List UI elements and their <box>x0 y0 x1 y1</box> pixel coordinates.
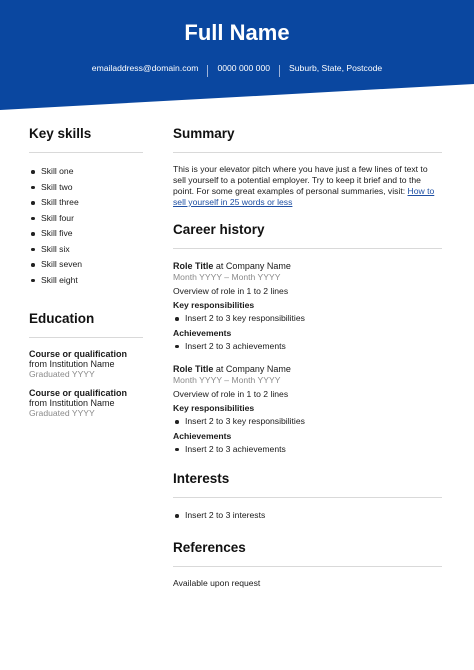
summary-body: This is your elevator pitch where you have just a few lines of text to sell yourself to a potential employer. Try to keep it brief and to the point. For some great examples of personal summaries, visit: <box>173 164 428 196</box>
header-banner <box>0 0 474 110</box>
course-name: Course or qualification <box>29 388 128 398</box>
list-item: Skill one <box>29 164 143 180</box>
contact-line <box>0 62 474 74</box>
responsibilities-label: Key responsibilities <box>173 403 255 413</box>
divider <box>29 337 143 338</box>
contact-divider <box>207 65 208 77</box>
graduation-year: Graduated YYYY <box>29 369 95 379</box>
skills-list <box>29 164 143 288</box>
list-item: Skill seven <box>29 257 143 273</box>
list-item: Insert 2 to 3 interests <box>173 508 442 524</box>
achievements-label: Achievements <box>173 327 232 338</box>
divider <box>173 497 442 498</box>
list-item: Skill five <box>29 226 143 242</box>
list-item: Insert 2 to 3 achievements <box>173 442 442 458</box>
list-item: Skill six <box>29 242 143 258</box>
achievements-list <box>173 442 442 458</box>
full-name: Full Name <box>184 20 290 45</box>
achievements-list <box>173 339 442 355</box>
graduation-year: Graduated YYYY <box>29 408 95 418</box>
list-item: Skill two <box>29 180 143 196</box>
responsibilities-label: Key responsibilities <box>173 300 255 310</box>
skills-heading: Key skills <box>29 126 92 141</box>
career-entry <box>173 364 442 457</box>
summary-text <box>173 164 442 208</box>
company-name: at Company Name <box>215 364 291 374</box>
references-heading: References <box>173 539 246 555</box>
email-address[interactable]: emailaddress@domain.com <box>91 63 199 73</box>
role-title: Role Title <box>173 261 214 271</box>
list-item: Insert 2 to 3 key responsibilities <box>173 414 442 430</box>
role-line <box>173 364 442 374</box>
list-item: Skill three <box>29 195 143 211</box>
contact-divider <box>279 65 280 77</box>
left-column <box>29 126 143 418</box>
summary-heading: Summary <box>173 126 235 141</box>
list-item: Insert 2 to 3 achievements <box>173 339 442 355</box>
company-name: at Company Name <box>215 261 291 271</box>
right-column <box>173 126 442 588</box>
references-text: Available upon request <box>173 577 261 588</box>
achievements-label: Achievements <box>173 430 232 441</box>
interests-list <box>173 508 442 524</box>
list-item: Skill eight <box>29 273 143 289</box>
role-dates: Month YYYY – Month YYYY <box>173 375 281 385</box>
responsibilities-list <box>173 311 442 327</box>
institution-name: from Institution Name <box>29 398 115 408</box>
divider <box>173 152 442 153</box>
list-item: Skill four <box>29 211 143 227</box>
role-title: Role Title <box>173 364 214 374</box>
role-overview: Overview of role in 1 to 2 lines <box>173 389 289 399</box>
divider <box>29 152 143 153</box>
list-item: Insert 2 to 3 key responsibilities <box>173 311 442 327</box>
institution-name: from Institution Name <box>29 359 115 369</box>
divider <box>173 566 442 567</box>
phone-number[interactable]: 0000 000 000 <box>217 63 271 73</box>
role-line <box>173 261 442 271</box>
header-background <box>0 0 474 110</box>
education-entry <box>29 388 143 418</box>
interests-heading: Interests <box>173 471 230 486</box>
role-dates: Month YYYY – Month YYYY <box>173 272 281 282</box>
education-entry <box>29 349 143 379</box>
divider <box>173 248 442 249</box>
summary-link[interactable]: How to sell yourself in 25 words or less <box>173 186 435 207</box>
course-name: Course or qualification <box>29 349 128 359</box>
education-heading: Education <box>29 311 95 326</box>
career-heading: Career history <box>173 222 265 237</box>
career-entry <box>173 261 442 354</box>
location: Suburb, State, Postcode <box>289 63 383 73</box>
role-overview: Overview of role in 1 to 2 lines <box>173 286 289 296</box>
responsibilities-list <box>173 414 442 430</box>
